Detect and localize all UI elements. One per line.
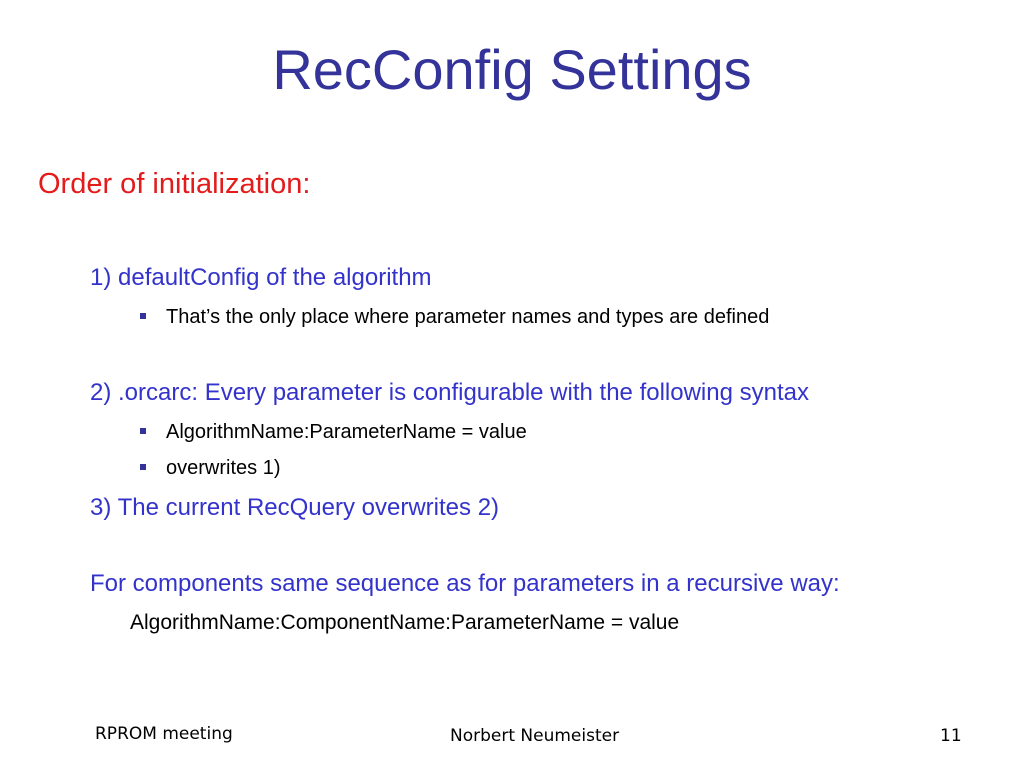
components-syntax: AlgorithmName:ComponentName:ParameterName = value xyxy=(130,611,680,634)
sub-bullet-1-1 xyxy=(140,304,769,330)
sub-bullet-text: That’s the only place where parameter names and types are defined xyxy=(166,306,770,328)
list-item-2: 2) .orcarc: Every parameter is configurable with the following syntax xyxy=(90,379,809,406)
footer-author: Norbert Neumeister xyxy=(450,726,620,746)
sub-bullet-2-2 xyxy=(140,455,280,481)
components-line: For components same sequence as for parameters in a recursive way: xyxy=(90,570,840,597)
square-bullet-icon xyxy=(140,313,146,319)
page-number: 11 xyxy=(940,726,962,746)
square-bullet-icon xyxy=(140,464,146,470)
sub-bullet-text: AlgorithmName:ParameterName = value xyxy=(166,421,527,443)
section-heading: Order of initialization: xyxy=(38,168,311,200)
sub-bullet-text: overwrites 1) xyxy=(166,457,281,479)
sub-bullet-2-1 xyxy=(140,419,527,445)
list-item-3: 3) The current RecQuery overwrites 2) xyxy=(90,494,500,521)
square-bullet-icon xyxy=(140,428,146,434)
footer-event: RPROM meeting xyxy=(95,724,233,744)
slide-title: RecConfig Settings xyxy=(272,38,752,101)
list-item-1: 1) defaultConfig of the algorithm xyxy=(90,264,432,291)
